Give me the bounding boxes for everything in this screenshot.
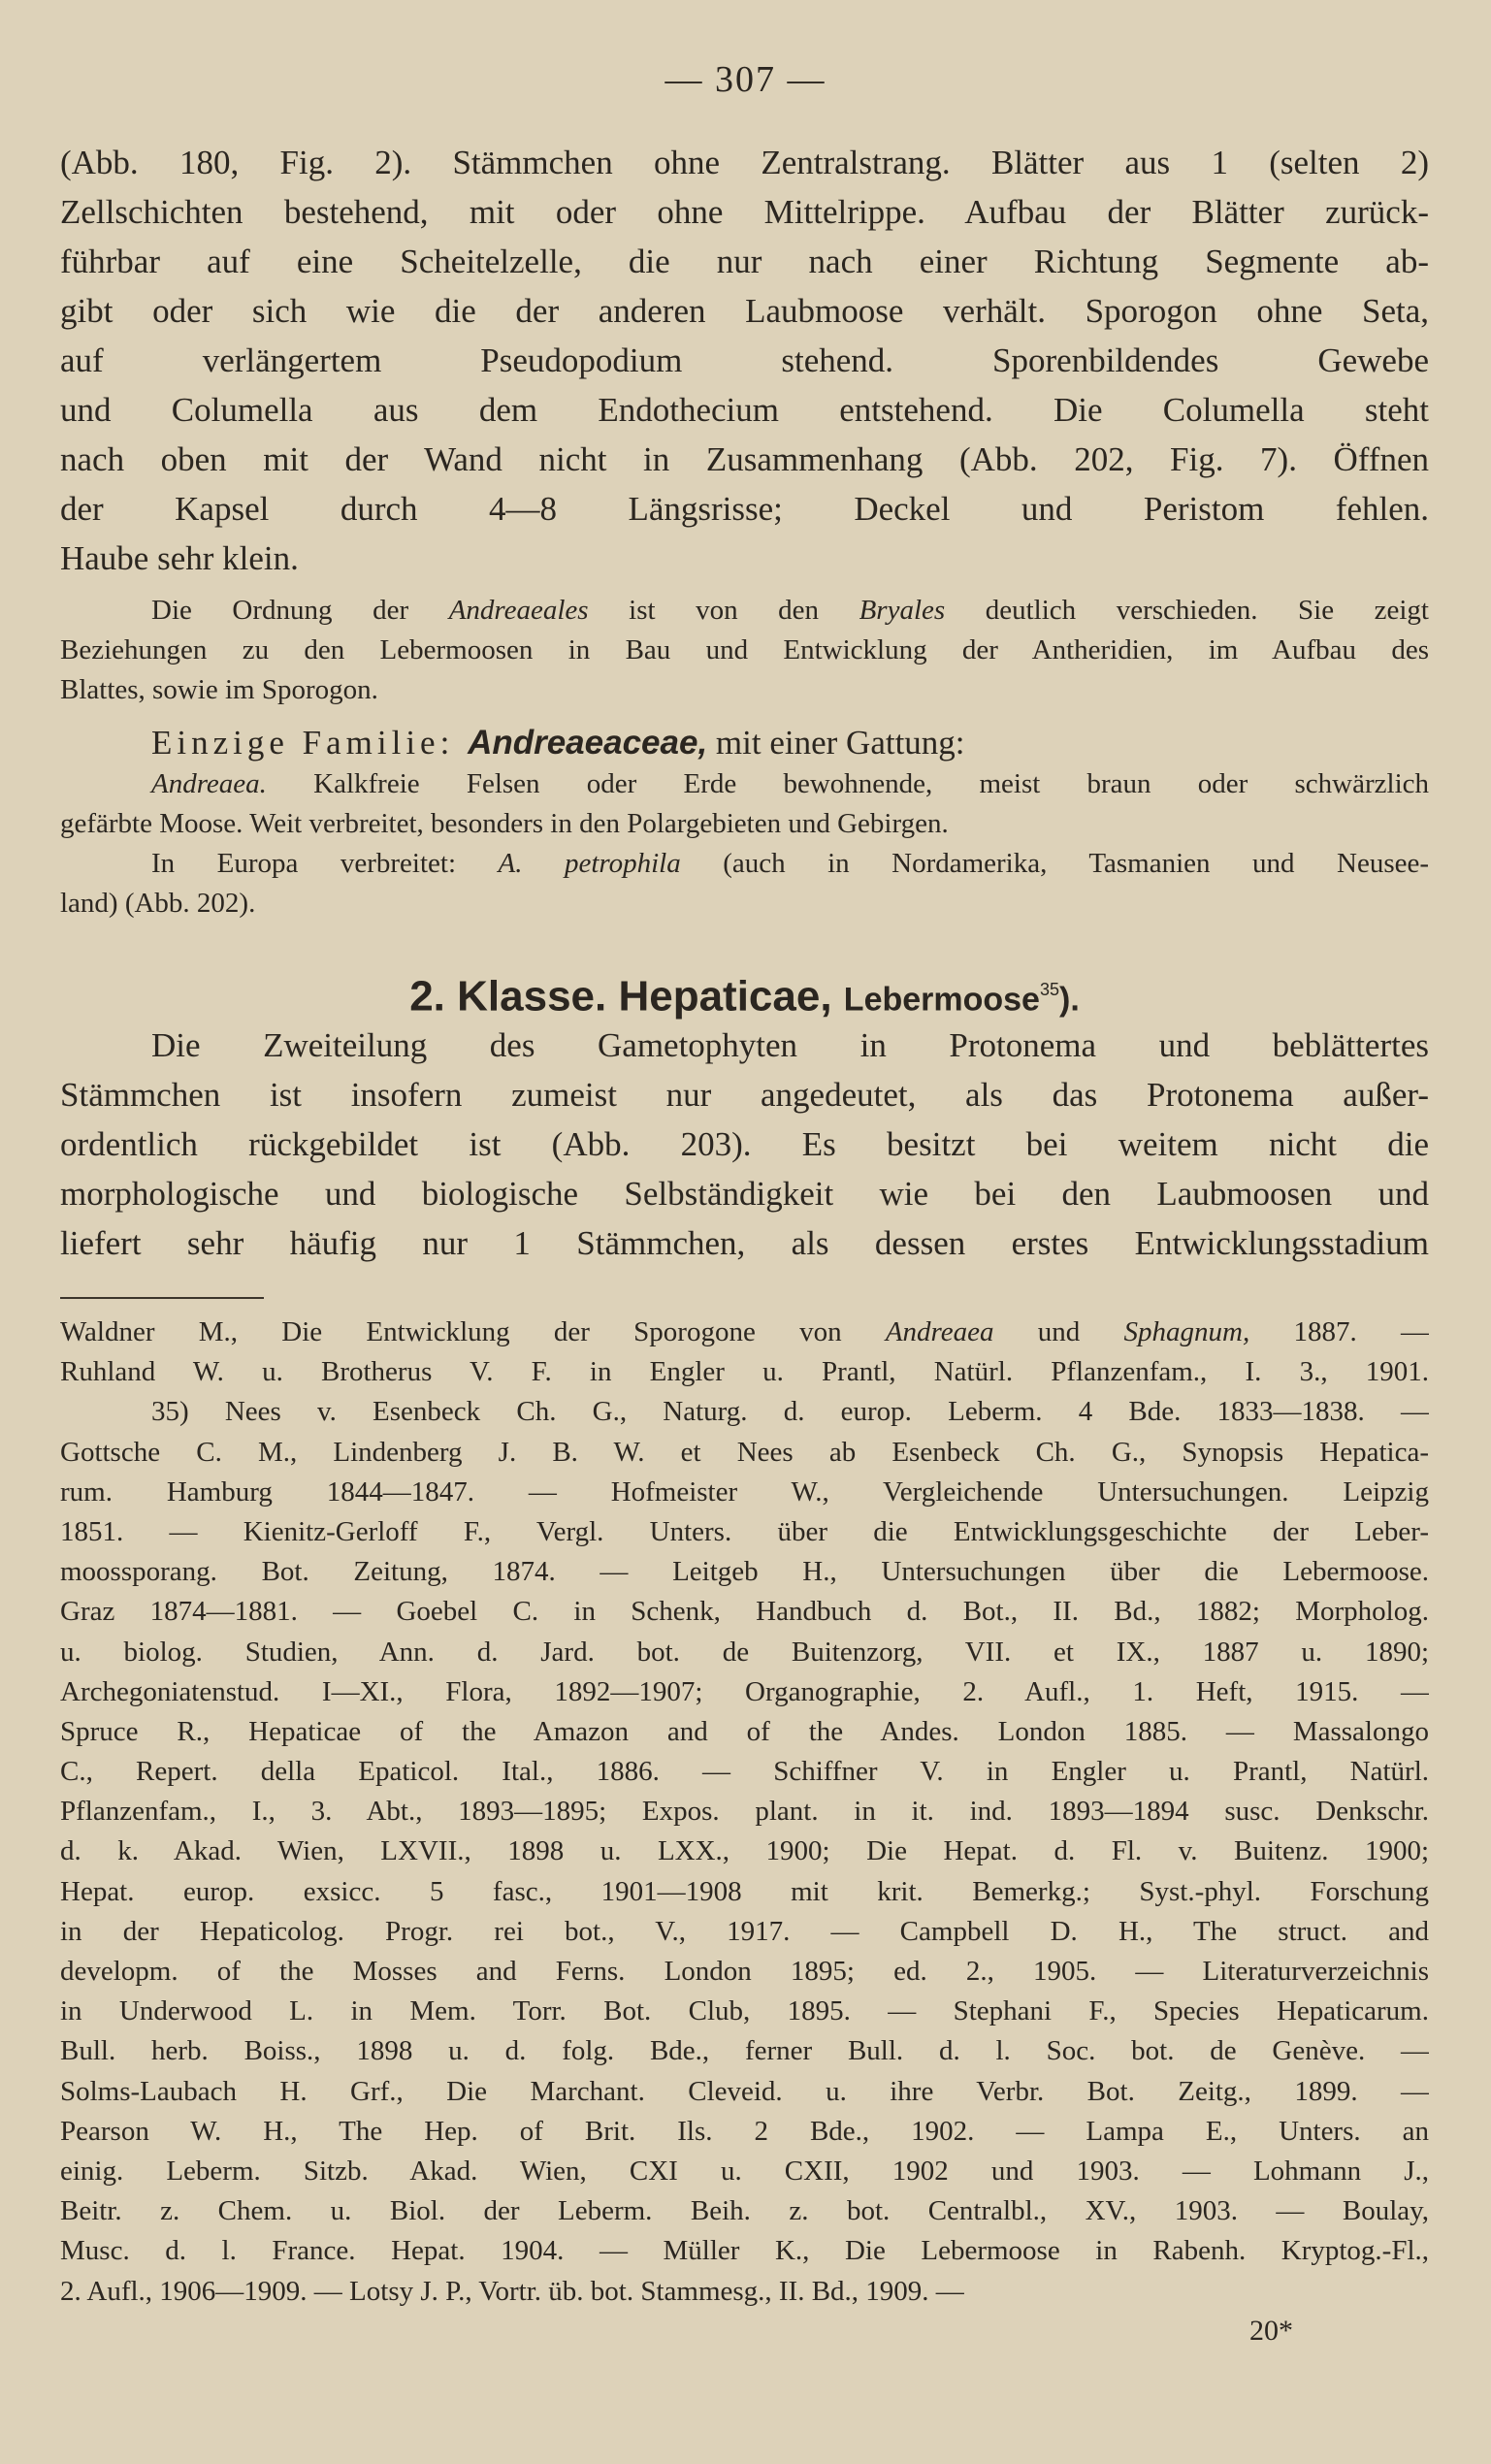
page-number: — 307 — (664, 59, 827, 100)
footnote-divider (60, 1297, 264, 1299)
text-line: morphologische und biologische Selbständigkeit wie bei den Laubmoosen und (60, 1175, 1429, 1213)
family-line: land) (Abb. 202). (60, 888, 256, 919)
text-line: 2. Aufl., 1906—1909. — Lotsy J. P., Vortr. üb. bot. Stammesg., II. Bd., 1909. — (60, 2275, 964, 2307)
order-note-line: Die Ordnung der Andreaeales ist von den Bryales deutlich verschieden. Sie zeigt (151, 595, 1429, 626)
text-line: d. k. Akad. Wien, LXVII., 1898 u. LXX., 1900; Die Hepat. d. Fl. v. Buitenz. 1900; (60, 1835, 1429, 1867)
text-line: Pearson W. H., The Hep. of Brit. Ils. 2 Bde., 1902. — Lampa E., Unters. an (60, 2115, 1429, 2147)
text-line: Zellschichten bestehend, mit oder ohne Mittelrippe. Aufbau der Blätter zurück- (60, 193, 1429, 231)
text-line: Stämmchen ist insofern zumeist nur angedeutet, als das Protonema außer- (60, 1076, 1429, 1114)
order-note (60, 591, 1429, 710)
footnotes (60, 1313, 1429, 2312)
text-line: C., Repert. della Epaticol. Ital., 1886. — Schiffner V. in Engler u. Prantl, Natürl. (60, 1756, 1429, 1788)
text-line: Archegoniatenstud. I—XI., Flora, 1892—1907; Organographie, 2. Aufl., 1. Heft, 1915. — (60, 1675, 1429, 1707)
text-line: Beitr. z. Chem. u. Biol. der Leberm. Beih. z. bot. Centralbl., XV., 1903. — Boulay, (60, 2195, 1429, 2227)
text-line: nach oben mit der Wand nicht in Zusammenhang (Abb. 202, Fig. 7). Öffnen (60, 440, 1429, 478)
text-line: in Underwood L. in Mem. Torr. Bot. Club, 1895. — Stephani F., Species Hepaticarum. (60, 1995, 1429, 2027)
text-line: ordentlich rückgebildet ist (Abb. 203). Es besitzt bei weitem nicht die (60, 1125, 1429, 1163)
section-heading: 2. Klasse. Hepaticae, Lebermoose$^{35}$). (409, 972, 1080, 1021)
order-note-line: Blattes, sowie im Sporogon. (60, 674, 378, 705)
text-line: Solms-Laubach H. Grf., Die Marchant. Cleveid. u. ihre Verbr. Bot. Zeitg., 1899. — (60, 2075, 1429, 2107)
family-line: gefärbte Moose. Weit verbreitet, besonders in den Polargebieten und Gebirgen. (60, 808, 949, 839)
family-section (60, 722, 1429, 924)
text-line: Musc. d. l. France. Hepat. 1904. — Müller K., Die Lebermoose in Rabenh. Kryptog.-Fl., (60, 2235, 1429, 2267)
text-line: der Kapsel durch 4—8 Längsrisse; Deckel und Peristom fehlen. (60, 490, 1429, 528)
text-line: moossporang. Bot. Zeitung, 1874. — Leitgeb H., Untersuchungen über die Lebermoose. (60, 1556, 1429, 1588)
footnote-line: Waldner M., Die Entwicklung der Sporogone von Andreaea und Sphagnum, 1887. — (60, 1316, 1429, 1347)
text-line: führbar auf eine Scheitelzelle, die nur nach einer Richtung Segmente ab- (60, 243, 1429, 280)
intro-paragraph (60, 138, 1429, 583)
page-body (60, 138, 1429, 2351)
text-line: (Abb. 180, Fig. 2). Stämmchen ohne Zentralstrang. Blätter aus 1 (selten 2) (60, 144, 1429, 181)
text-line: Gottsche C. M., Lindenberg J. B. W. et Nees ab Esenbeck Ch. G., Synopsis Hepatica- (60, 1436, 1429, 1468)
text-line: Pflanzenfam., I., 3. Abt., 1893—1895; Expos. plant. in it. ind. 1893—1894 susc. Denkschr. (60, 1796, 1429, 1828)
family-europe-line: In Europa verbreitet: A. petrophila (auch in Nordamerika, Tasmanien und Neusee- (151, 848, 1429, 879)
text-line: developm. of the Mosses and Ferns. London 1895; ed. 2., 1905. — Literaturverzeichnis (60, 1956, 1429, 1987)
text-line: und Columella aus dem Endothecium entstehend. Die Columella steht (60, 391, 1429, 429)
text-line: Haube sehr klein. (60, 539, 299, 577)
text-line: rum. Hamburg 1844—1847. — Hofmeister W., Vergleichende Untersuchungen. Leipzig (60, 1475, 1429, 1508)
family-line: Einzige Familie: Andreaeaceae, mit einer Gattung: (151, 724, 965, 762)
text-line: Die Zweiteilung des Gametophyten in Protonema und beblättertes (151, 1026, 1429, 1064)
text-line: Hepat. europ. exsicc. 5 fasc., 1901—1908 mit krit. Bemerkg.; Syst.-phyl. Forschung (60, 1875, 1429, 1907)
footnote-references (60, 1392, 1429, 2311)
order-note-line: Beziehungen zu den Lebermoosen in Bau und Entwicklung der Antheridien, im Aufbau des (60, 634, 1429, 665)
text-line: in der Hepaticolog. Progr. rei bot., V., 1917. — Campbell D. H., The struct. and (60, 1915, 1429, 1947)
text-line: auf verlängertem Pseudopodium stehend. Sporenbildendes Gewebe (60, 341, 1429, 379)
footnote-line: Ruhland W. u. Brotherus V. F. in Engler u. Prantl, Natürl. Pflanzenfam., I. 3., 1901. (60, 1356, 1429, 1388)
text-line: Bull. herb. Boiss., 1898 u. d. folg. Bde., ferner Bull. d. l. Soc. bot. de Genève. — (60, 2035, 1429, 2067)
text-line: 1851. — Kienitz-Gerloff F., Vergl. Unters. über die Entwicklungsgeschichte der Leber- (60, 1515, 1429, 1547)
text-line: liefert sehr häufig nur 1 Stämmchen, als dessen erstes Entwicklungsstadium (60, 1224, 1429, 1262)
text-line: u. biolog. Studien, Ann. d. Jard. bot. de Buitenzorg, VII. et IX., 1887 u. 1890; (60, 1636, 1429, 1668)
signature-mark: 20* (1249, 2314, 1293, 2347)
text-line: einig. Leberm. Sitzb. Akad. Wien, CXI u. CXII, 1902 und 1903. — Lohmann J., (60, 2155, 1429, 2187)
family-genus-line: Andreaea. Kalkfreie Felsen oder Erde bewohnende, meist braun oder schwärzlich (151, 768, 1429, 799)
text-line: Graz 1874—1881. — Goebel C. in Schenk, Handbuch d. Bot., II. Bd., 1882; Morpholog. (60, 1596, 1429, 1628)
text-line: Spruce R., Hepaticae of the Amazon and of the Andes. London 1885. — Massalongo (60, 1715, 1429, 1747)
text-line: 35) Nees v. Esenbeck Ch. G., Naturg. d. europ. Leberm. 4 Bde. 1833—1838. — (151, 1396, 1429, 1428)
text-line: gibt oder sich wie die der anderen Laubmoose verhält. Sporogon ohne Seta, (60, 292, 1429, 330)
hepaticae-paragraph (60, 1021, 1429, 1268)
